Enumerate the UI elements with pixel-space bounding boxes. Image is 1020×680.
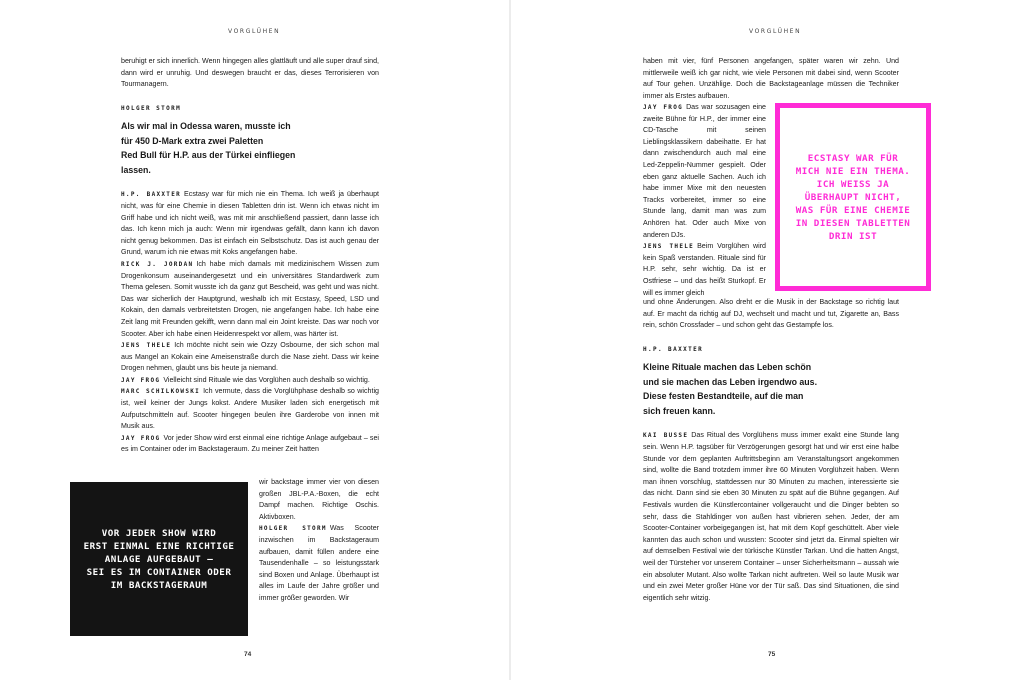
- paragraph-text: Was Scooter inzwischen im Backstageraum aufbauen, damit füllen andere eine Tausendenhalle – so leistungsstark sind Boxen und Anlage. Überhaupt ist alles im Laufe der Jahre größer und immer größer geworden. Wir: [259, 524, 380, 602]
- speaker-label: RICK J. JORDAN: [121, 260, 194, 268]
- highlight-quote-line: Kleine Rituale machen das Leben schön: [643, 362, 812, 373]
- speaker-label: JAY FROG: [643, 104, 684, 111]
- highlight-quote-line: Diese festen Bestandteile, auf die man: [643, 391, 804, 402]
- narrow-lead-text: wir backstage immer vier von diesen großen JBL-P.A.-Boxen, die echt Dampf machen. Richtige Oschis. Aktivboxen.: [259, 478, 379, 521]
- right-narrow-column: [643, 102, 766, 299]
- paragraph-jay-frog-2: [121, 433, 379, 456]
- paragraph-text: Ich habe mich damals mit medizinischem Wissen zum Drogenkonsum auseinandergesetzt und ein universitäres Standardwerk zum Thema gelesen. Somit wusste ich da ganz gut Bescheid, was geht und was nicht. Das war sicherlich der Hauptgrund, weshalb ich mit Ecstasy, Speed, LSD und Kokain, den damals verbreitetsten Drogen, nie angefangen habe. Ich habe eine Zeit lang mit Freunden gekifft, wenn dann mal ein Joint kreiste. Das war noch vor Scooter. Aber ich habe einen Heidenrespekt vor allem, was härter ist.: [121, 259, 379, 338]
- right-main-column: [643, 297, 899, 604]
- speaker-label: MARC SCHILKOWSKI: [121, 388, 201, 396]
- pull-quote-line: ANLAGE AUFGEBAUT –: [104, 553, 214, 565]
- paragraph-marc-schilkowski: [121, 386, 379, 432]
- highlight-quote-line: Red Bull für H.P. aus der Türkei einfliegen: [121, 150, 296, 161]
- pull-quote-line: IN DIESEN TABLETTEN: [795, 217, 911, 229]
- speaker-label: JENS THELE: [643, 243, 695, 251]
- paragraph-text: Das Ritual des Vorglühens muss immer exakt eine Stunde lang sein. Wenn H.P. tagsüber für Verzögerungen gesorgt hat und wir erst eine halbe Stunde vor dem geplanten Auftrittsbeginn am Veranstaltungsort angekommen sind, wollte die Band trotzdem immer ihre 60 Minuten Vorglühzeit haben. Wenn man ihnen vorschlug, stattdessen nur 30 Minuten zu machen, interessierte sie das nicht. Dann sind sie eben 30 Minuten zu spät auf die Bühne gegangen. Auf Festivals wurden die Künstlercontainer vollgeraucht und die Dinger bebten so sehr, dass die Stahldinger von außen hast vibrieren sehen. Jeder, der am Scooter-Container vorbeigegangen ist, hat mit dem Kopf geschüttelt. Aber viele kannten das auch schon und wussten: Scooter sind jetzt da. Einmal spielten wir auf demselben Festival wie der türkische Künstler Tarkan. Und die hatten Angst, weil der Türsteher vor unserem Container – unser Sicherheitsmann – aussah wie ein absoluter Mutant. Also wollte Tarkan nicht auftreten. Weil so laute Musik war und ein zwei Meter großer Hüne vor der Tür saß. Das sind Situationen, die sind eigentlich sehr witzig.: [643, 431, 899, 602]
- pull-quote-line: ECSTASY WAR FÜR: [807, 152, 899, 164]
- right-page: [510, 0, 1020, 680]
- speaker-label: JAY FROG: [121, 434, 161, 442]
- paragraph-text: Ich möchte nicht sein wie Ozzy Osbourne, der sich schon mal aus Mangel an Kokain eine Ameisenstraße durch die Nase zieht. Dass wir keine Drogen nehmen, glaubt uns bis heute ja niemand.: [121, 341, 380, 373]
- pull-quote-line: IM BACKSTAGERAUM: [110, 579, 208, 591]
- speaker-label: HOLGER STORM: [259, 525, 327, 533]
- right-intro-column: [643, 56, 899, 102]
- quote-speaker-hp-baxxter: H.P. BAXXTER: [643, 345, 704, 353]
- left-narrow-column: [259, 477, 379, 605]
- pull-quote-line: WAS FÜR EINE CHEMIE: [795, 204, 911, 216]
- left-intro-paragraph: beruhigt er sich innerlich. Wenn hingegen alles glattläuft und alle super drauf sind, dann wird er unruhig. Und deswegen braucht er das, dieses Terrorisieren von Tourmanagern.: [121, 57, 379, 89]
- quote-speaker-holger-storm: HOLGER STORM: [121, 104, 182, 112]
- pull-quote-text: [84, 527, 235, 592]
- pull-quote-pink-box: [775, 103, 931, 291]
- speaker-label: JAY FROG: [121, 376, 161, 384]
- left-main-column: [121, 56, 379, 456]
- highlight-quote-line: Als wir mal in Odessa waren, musste ich: [121, 121, 291, 132]
- page-number-right: 75: [768, 651, 776, 658]
- paragraph-text: Ich vermute, dass die Vorglühphase deshalb so wichtig ist, weil keiner der Jungs kokst. Andere Musiker laden sich energetisch mit Aufputschmitteln auf. Scooter hingegen beulen ihre Garderobe von innen mit Musik aus.: [121, 387, 379, 431]
- pull-quote-line: ERST EINMAL EINE RICHTIGE: [83, 540, 235, 552]
- highlight-quote-line: lassen.: [121, 164, 151, 175]
- paragraph-rick-j-jordan: [121, 259, 379, 340]
- speaker-label: H.P. BAXXTER: [121, 191, 182, 199]
- speaker-label: JENS THELE: [121, 342, 172, 350]
- right-intro-paragraph: haben mit vier, fünf Personen angefangen, später waren wir zehn. Und mittlerweile weiß ich gar nicht, wie viele Personen mit dabei sind, wenn Scooter auf Tour gehen. Unzählige. Doch die Backstageanlage müssen die Techniker immer als Erstes aufbauen.: [643, 57, 899, 100]
- pull-quote-line: MICH NIE EIN THEMA.: [795, 165, 911, 177]
- speaker-label: KAI BUSSE: [643, 432, 689, 440]
- paragraph-text: Ecstasy war für mich nie ein Thema. Ich weiß ja überhaupt nicht, was für eine Chemie in diesen Tabletten drin ist. Wenn ich etwas nicht im Griff habe und ich nicht weiß, was mit mir anschließend passiert, dann lasse ich das. Ich kenn mich ja auch: Wenn mir irgendwas gefällt, dann kann ich davon nicht genug bekommen. Das ist einfach ein Selbstschutz. Das ist auch genau der Grund, warum ich nie etwas mit Koks angefangen habe.: [121, 190, 379, 257]
- continuation-paragraph: und ohne Änderungen. Also dreht er die Musik in der Backstage so richtig laut auf. Er macht da richtig auf DJ, wechselt und macht und tut, Zigarette an, Bass rein, schön Crossfader – und schon geht das Gestampfe los.: [643, 298, 899, 330]
- pull-quote-line: SEI ES IM CONTAINER ODER: [86, 566, 232, 578]
- pull-quote-line: ÜBERHAUPT NICHT,: [804, 191, 902, 203]
- highlight-quote-right: [643, 360, 899, 418]
- paragraph-text: Vielleicht sind Rituale wie das Vorglühen auch deshalb so wichtig.: [163, 375, 370, 384]
- pull-quote-line: DRIN IST: [828, 230, 878, 242]
- paragraph-jay-frog-right: [643, 102, 766, 241]
- running-head-left: VORGLÜHEN: [228, 28, 281, 35]
- pull-quote-text: [796, 152, 911, 243]
- pull-quote-black-box: [70, 482, 248, 636]
- paragraph-hp-baxxter: [121, 189, 379, 259]
- paragraph-jens-thele-right: [643, 241, 766, 299]
- page-number-left: 74: [244, 651, 252, 658]
- paragraph-text: Beim Vorglühen wird kein Spaß verstanden. Rituale sind für H.P. sehr, sehr wichtig. Da ist er Ostfriese – und das heißt Sturkopf. Er will es immer gleich: [643, 242, 766, 297]
- paragraph-jens-thele: [121, 340, 379, 375]
- highlight-quote-line: sich freuen kann.: [643, 405, 716, 416]
- highlight-quote-line: und sie machen das Leben irgendwo aus.: [643, 376, 818, 387]
- pull-quote-line: VOR JEDER SHOW WIRD: [101, 527, 217, 539]
- pull-quote-line: ICH WEISS JA: [816, 178, 890, 190]
- paragraph-kai-busse: [643, 430, 899, 604]
- highlight-quote-left: [121, 119, 379, 177]
- running-head-right: VORGLÜHEN: [749, 28, 802, 35]
- paragraph-jay-frog: [121, 375, 379, 387]
- paragraph-holger-storm: [259, 523, 379, 604]
- paragraph-text: Das war sozusagen eine zweite Bühne für H.P., der immer eine CD-Tasche mit seinen Lieblingsklassikern dabeihatte. Er hat dann zwischendurch auch mal eine Led-Zeppelin-Nummer gespielt. Oder eben ganz aktuelle Sachen. Auch ich habe immer Mixe mit den neuesten Tracks vorbereitet, immer so eine Stunde lang, damit man was zum Anhören hat. Oder auch Mixe von anderen DJs.: [643, 103, 766, 239]
- paragraph-text: Vor jeder Show wird erst einmal eine richtige Anlage aufgebaut – sei es im Container oder im Backstageraum. Zu meiner Zeit hatten: [121, 433, 379, 454]
- highlight-quote-line: für 450 D-Mark extra zwei Paletten: [121, 135, 264, 146]
